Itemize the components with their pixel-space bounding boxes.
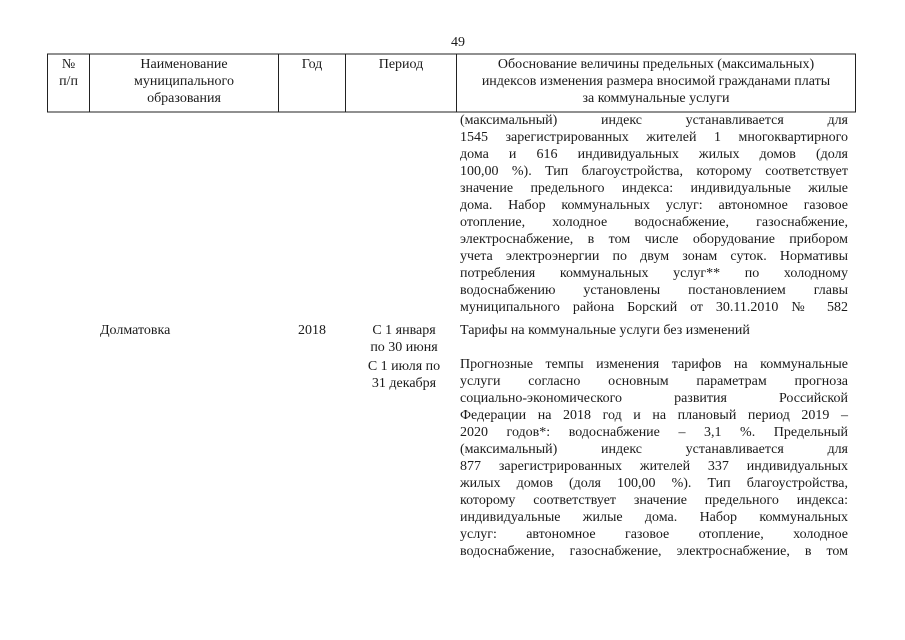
- forecast-justification-text: Прогнозные темпы изменения тарифов на коммунальные услуги согласно основным параметрам прогноза социально-экономического развития Российской Федерации на 2018 год и на плановый период 2019 – 2020 годов*: водоснабжение – 3,1 %. Предельный (максимальный) индекс устанавливается для 877 зарегистрированных жителей 337 индивидуальных жилых домов (доля 100,00 %). Тип благоустройства, которому соответствует значение предельного индекса: индивидуальные жилые дома. Набор коммунальных услуг: автономное газовое отопление, холодное водоснабжение, газоснабжение, электроснабжение, в том: [460, 357, 848, 559]
- year-value: 2018: [298, 323, 326, 338]
- period-first-half: С 1 января по 30 июня: [370, 323, 438, 355]
- continued-justification-text: (максимальный) индекс устанавливается для 1545 зарегистрированных жителей 1 многоквартирного дома и 616 индивидуальных жилых домов (доля 100,00 %). Тип благоустройства, которому соответствует значение предельного индекса: индивидуальные жилые дома. Набор коммунальных услуг: автономное газовое отопление, холодное водоснабжение, газоснабжение, электроснабжение, в том числе оборудование прибором учета электроэнергии по двум зонам суток. Нормативы потребления коммунальных услуг** по холодному водоснабжению установлены постановлением главы муниципального района Борский от 30.11.2010 № 582: [460, 113, 848, 315]
- header-justification: Обоснование величины предельных (максимальных) индексов изменения размера вносимой гражданами платы за коммунальные услуги: [481, 57, 831, 106]
- page-number: 49: [451, 35, 465, 50]
- header-municipality: Наименование муниципального образования: [134, 57, 234, 106]
- period-second-half: С 1 июля по 31 декабря: [367, 359, 441, 391]
- header-number: № п/п: [59, 57, 78, 89]
- header-period: Период: [378, 57, 424, 72]
- municipality-name: Долматовка: [100, 323, 171, 338]
- tariffs-unchanged-text: Тарифы на коммунальные услуги без изменений: [460, 323, 750, 338]
- header-year: Год: [301, 57, 323, 72]
